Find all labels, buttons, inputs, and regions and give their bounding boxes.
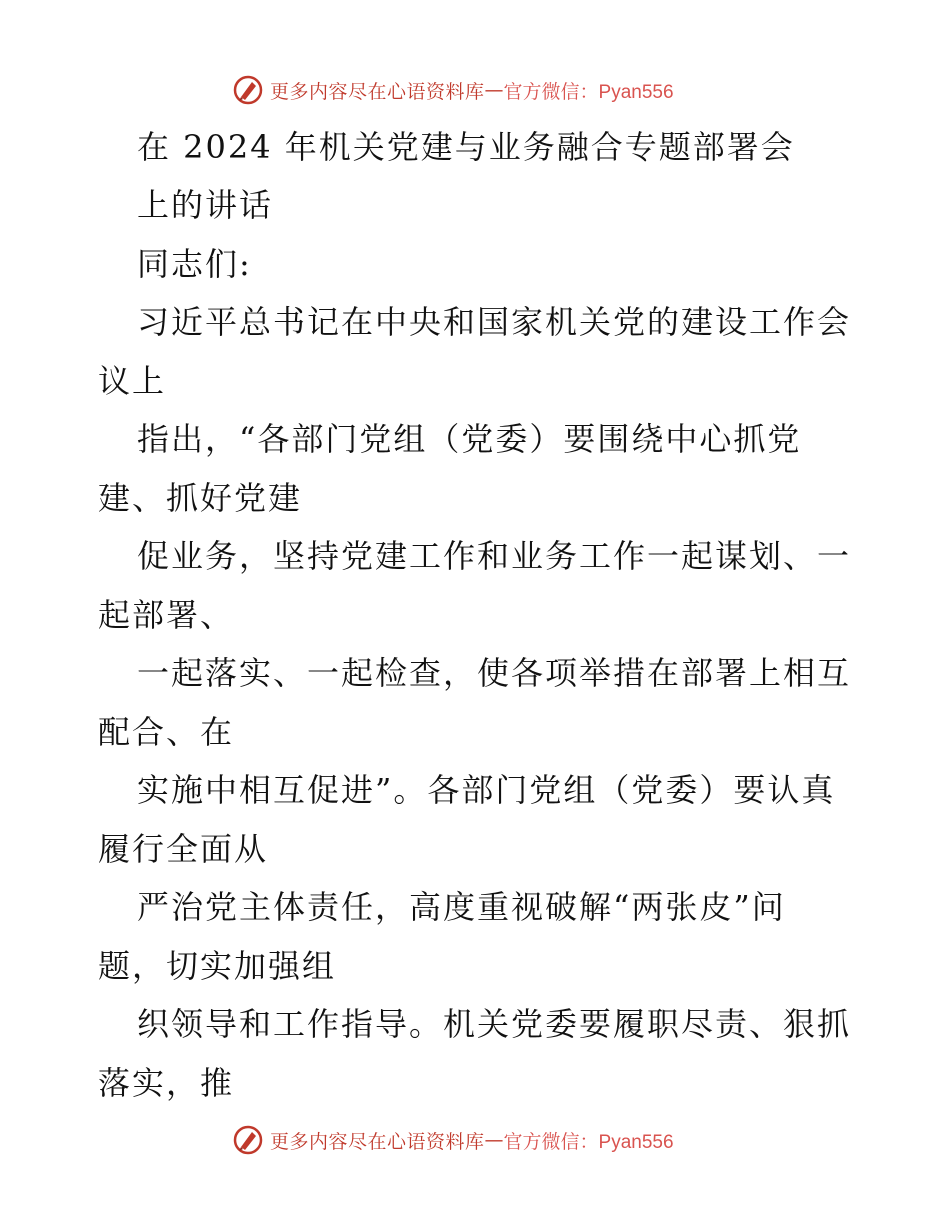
paragraph-line: 落实，推 [98, 1064, 235, 1102]
pen-nib-logo-icon [232, 1124, 264, 1156]
title-line-2: 上的讲话 [137, 186, 274, 224]
header-watermark-banner [232, 72, 674, 108]
banner-text: 更多内容尽在心语资料库 [270, 80, 485, 103]
banner-text: 更多内容尽在心语资料库 [270, 1130, 485, 1153]
paragraph-line: 严治党主体责任，高度重视破解“两张皮”问 [137, 888, 786, 926]
paragraph-line: 起部署、 [98, 596, 235, 634]
pen-nib-logo-icon [232, 74, 264, 106]
paragraph-line: 建、抓好党建 [98, 479, 303, 517]
footer-watermark-banner [232, 1122, 674, 1158]
paragraph-line: 一起落实、一起检查，使各项举措在部署上相互 [137, 654, 852, 692]
paragraph-line: 议上 [98, 362, 167, 400]
paragraph-line: 履行全面从 [98, 830, 269, 868]
paragraph-line: 促业务，坚持党建工作和业务工作一起谋划、一 [137, 537, 852, 575]
paragraph-line: 配合、在 [98, 713, 235, 751]
paragraph-line: 实施中相互促进”。各部门党组（党委）要认真 [137, 771, 836, 809]
title-line-1: 在 2024 年机关党建与业务融合专题部署会 [137, 128, 795, 166]
paragraph-line: 织领导和工作指导。机关党委要履职尽责、狠抓 [137, 1005, 852, 1043]
paragraph-line: 习近平总书记在中央和国家机关党的建设工作会 [137, 303, 852, 341]
paragraph-line: 题，切实加强组 [98, 947, 337, 985]
banner-account: 官方微信：Pyan556 [503, 1131, 674, 1153]
banner-dash: — [484, 79, 504, 101]
banner-account: 官方微信：Pyan556 [503, 81, 674, 103]
salutation: 同志们: [137, 245, 252, 283]
banner-dash: — [484, 1129, 504, 1151]
paragraph-line: 指出，“各部门党组（党委）要围绕中心抓党 [137, 420, 802, 458]
